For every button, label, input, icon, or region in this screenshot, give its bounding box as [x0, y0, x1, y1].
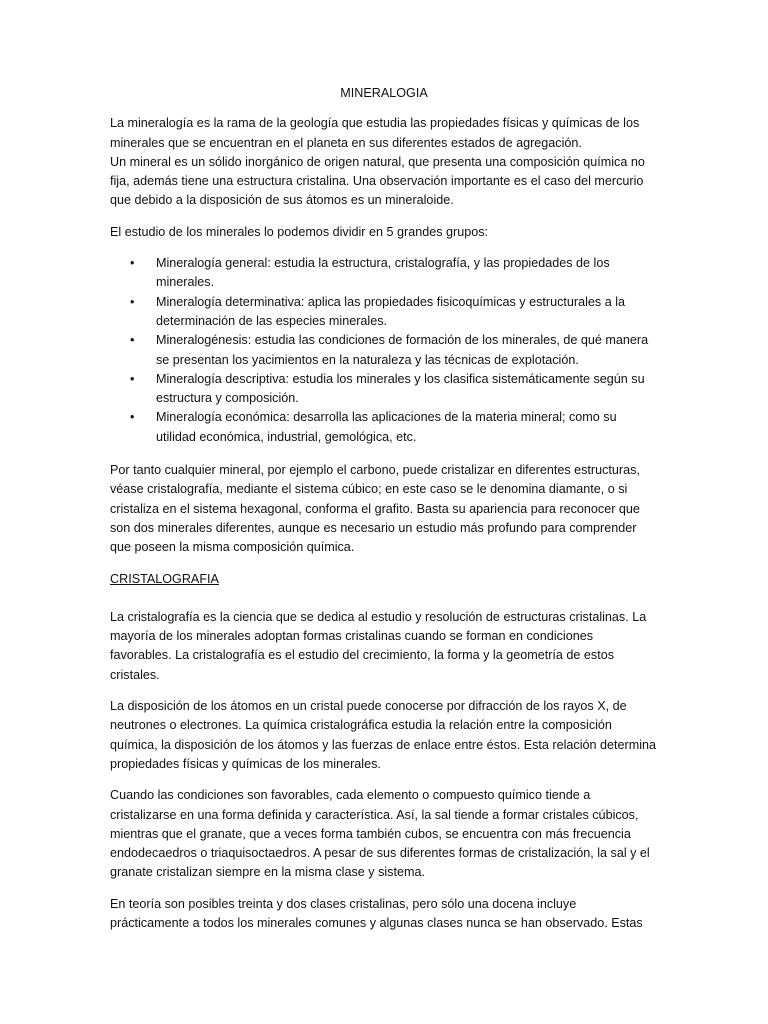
intro-paragraph: [110, 114, 658, 210]
list-item: [110, 331, 658, 370]
bullet-icon: •: [130, 371, 135, 386]
list-item-text: Mineralogénesis: estudia las condiciones de formación de los minerales, de qué manera se presentan los yacimientos en la naturaleza y las técnicas de explotación.: [156, 333, 649, 367]
list-item-text: Mineralogía general: estudia la estructura, cristalografía, y las propiedades de los minerales.: [156, 256, 610, 290]
list-item: [110, 408, 658, 447]
list-item-text: Mineralogía económica: desarrolla las aplicaciones de la materia mineral; como su utilidad económica, industrial, gemológica, etc.: [156, 410, 617, 444]
crystallography-paragraph-3: Cuando las condiciones son favorables, cada elemento o compuesto químico tiende a cristalizarse en una forma definida y característica. Así, la sal tiende a formar cristales cúbicos, mientras que el granate, que a veces forma también cubos, se encuentra con más frecuencia endodecaedros o triaquisoctaedros. A pesar de sus diferentes formas de cristalización, la sal y el granate cristalizan siempre en la misma clase y sistema.: [110, 788, 650, 880]
mineralogy-groups-list: [110, 254, 658, 447]
list-item: [110, 370, 658, 409]
bullet-icon: •: [130, 294, 135, 309]
document-page: [110, 84, 658, 945]
crystallography-paragraph-1: La cristalografía es la ciencia que se dedica al estudio y resolución de estructuras cristalinas. La mayoría de los minerales adoptan formas cristalinas cuando se forman en condiciones favorables. La cristalografía es el estudio del crecimiento, la forma y la geometría de estos cristales.: [110, 609, 647, 682]
list-item: [110, 293, 658, 332]
crystallography-paragraph-2: La disposición de los átomos en un cristal puede conocerse por difracción de los rayos X, de neutrones o electrones. La química cristalográfica estudia la relación entre la composición química, la disposición de los átomos y las fuerzas de enlace entre éstos. Esta relación determina propiedades físicas y químicas de los minerales.: [110, 699, 657, 771]
mineralogy-definition: La mineralogía es la rama de la geología que estudia las propiedades físicas y químicas de los minerales que se encuentran en el planeta en sus diferentes estados de agregación.: [110, 116, 640, 150]
carbon-paragraph: Por tanto cualquier mineral, por ejemplo el carbono, puede cristalizar en diferentes estructuras, véase cristalografía, mediante el sistema cúbico; en este caso se le denomina diamante, o si cristaliza en el sistema hexagonal, conforma el grafito. Basta su apariencia para reconocer que son dos minerales diferentes, aunque es necesario un estudio más profundo para comprender que poseen la misma composición química.: [110, 463, 640, 555]
mineral-definition: Un mineral es un sólido inorgánico de origen natural, que presenta una composición química no fija, además tiene una estructura cristalina. Una observación importante es el caso del mercurio que debido a la disposición de sus átomos es un mineraloide.: [110, 154, 645, 208]
crystallography-paragraph-4: En teoría son posibles treinta y dos clases cristalinas, pero sólo una docena incluye prácticamente a todos los minerales comunes y algunas clases nunca se han observado. Estas: [110, 896, 643, 930]
groups-intro-paragraph: El estudio de los minerales lo podemos dividir en 5 grandes grupos:: [110, 224, 489, 239]
list-item-text: Mineralogía determinativa: aplica las propiedades fisicoquímicas y estructurales a la determinación de las especies minerales.: [156, 294, 626, 328]
document-title: MINERALOGIA: [340, 86, 428, 100]
bullet-icon: •: [130, 410, 135, 425]
bullet-icon: •: [130, 333, 135, 348]
bullet-icon: •: [130, 256, 135, 271]
section-heading-cristalografia: CRISTALOGRAFIA: [110, 571, 219, 586]
list-item: [110, 254, 658, 293]
list-item-text: Mineralogía descriptiva: estudia los minerales y los clasifica sistemáticamente según su estructura y composición.: [156, 371, 645, 406]
